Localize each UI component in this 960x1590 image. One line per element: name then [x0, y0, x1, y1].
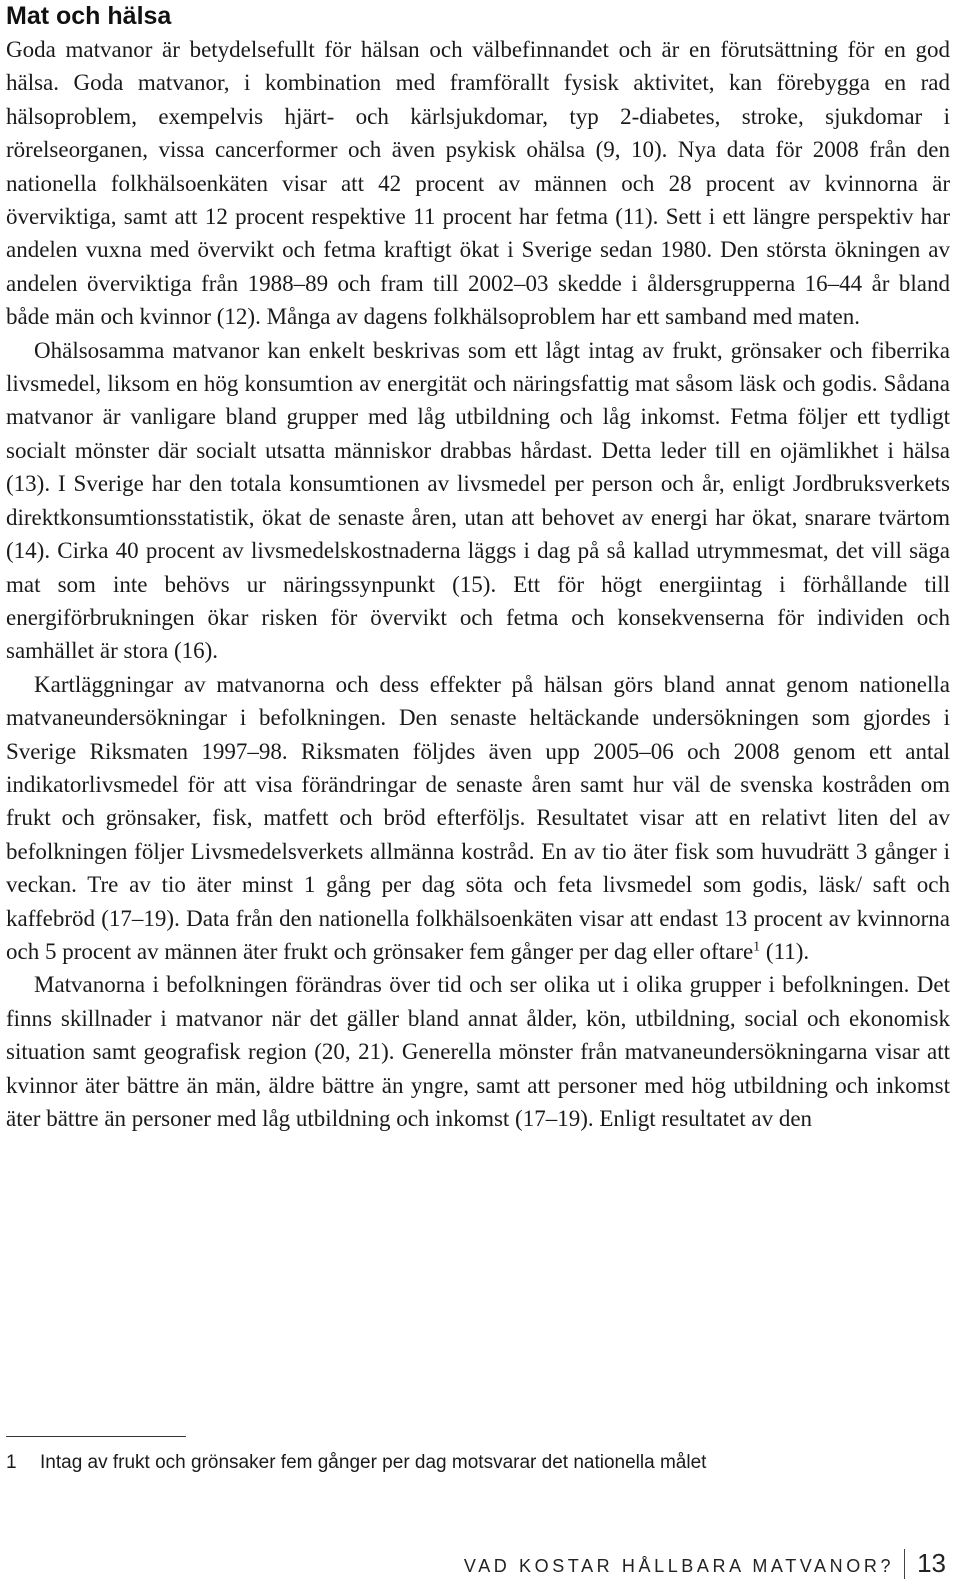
body-paragraph-3: [6, 668, 950, 969]
body-paragraph-3-tail: (11).: [760, 938, 810, 964]
page-number: 13: [917, 1548, 946, 1578]
running-footer: [464, 1548, 946, 1579]
running-footer-title: VAD KOSTAR HÅLLBARA MATVANOR?: [463, 1556, 895, 1576]
body-paragraph-1: Goda matvanor är betydelsefullt för hälsan och välbefinnandet och är en förutsättning för en god hälsa. Goda matvanor, i kombination med framförallt fysisk aktivitet, kan förebygga en rad hälsoproblem, exempelvis hjärt- och kärlsjukdomar, typ 2-diabetes, stroke, sjukdomar i rörelseorganen, vissa cancerformer och även psykisk ohälsa (9, 10). Nya data för 2008 från den nationella folkhälsoenkäten visar att 42 procent av männen och 28 procent av kvinnorna är överviktiga, samt att 12 procent respektive 11 procent har fetma (11). Sett i ett längre perspektiv har andelen vuxna med övervikt och fetma kraftigt ökat i Sverige sedan 1980. Den största ökningen av andelen överviktiga från 1988–89 och fram till 2002–03 skedde i åldersgrupperna 16–44 år bland både män och kvinnor (12). Många av dagens folkhälsoproblem har ett samband med maten.: [6, 37, 950, 330]
section-heading: Mat och hälsa: [6, 2, 172, 30]
page-content: [6, 0, 950, 1135]
body-paragraph-4: Matvanorna i befolkningen förändras över tid och ser olika ut i olika grupper i befolkningen. Det finns skillnader i matvanor när det gäller bland annat ålder, kön, utbildning, social och ekonomisk situation samt geografisk region (20, 21). Generella mönster från matvaneundersökningarna visar att kvinnor äter bättre än män, äldre bättre än yngre, samt att personer med hög utbildning och inkomst äter bättre än personer med låg utbildning och inkomst (17–19). Enligt resultatet av den: [6, 972, 950, 1131]
footnote-reference[interactable]: 1: [753, 939, 761, 955]
body-paragraph-2: Ohälsosamma matvanor kan enkelt beskrivas som ett lågt intag av frukt, grönsaker och fiberrika livsmedel, liksom en hög konsumtion av energität och näringsfattig mat såsom läsk och godis. Sådana matvanor är vanligare bland grupper med låg utbildning och låg inkomst. Fetma följer ett tydligt socialt mönster där socialt utsatta människor drabbas hårdast. Detta leder till en ojämlikhet i hälsa (13). I Sverige har den totala konsumtionen av livsmedel per person och år, enligt Jordbruksverkets direktkonsumtionsstatistik, ökat de senaste åren, utan att behovet av energi har ökat, snarare tvärtom (14). Cirka 40 procent av livsmedelskostnaderna läggs i dag på så kallad utrymmesmat, det vill säga mat som inte behövs ur näringssynpunkt (15). Ett för högt energiintag i förhållande till energiförbrukningen ökar risken för övervikt och fetma och konsekvenserna för individen och samhället är stora (16).: [6, 337, 950, 664]
footnote-number: 1: [6, 1452, 17, 1473]
footnote-text: Intag av frukt och grönsaker fem gånger per dag motsvarar det nationella målet: [40, 1452, 707, 1473]
body-paragraph-3-text: Kartläggningar av matvanorna och dess effekter på hälsan görs bland annat genom nationella matvaneundersökningar i befolkningen. Den senaste heltäckande undersökningen som gjordes i Sverige Riksmaten 1997–98. Riksmaten följdes även upp 2005–06 och 2008 genom ett antal indikatorlivsmedel för att visa förändringar de senaste åren samt hur väl de svenska kostråden om frukt och grönsaker, fisk, matfett och bröd efterföljs. Resultatet visar att en relativt liten del av befolkningen följer Livsmedelsverkets allmänna kostråd. En av tio äter fisk som huvudrätt 3 gånger i veckan. Tre av tio äter minst 1 gång per dag söta och feta livsmedel som godis, läsk/ saft och kaffebröd (17–19). Data från den nationella folkhälsoenkäten visar att endast 13 procent av kvinnorna och 5 procent av männen äter frukt och grönsaker fem gånger per dag eller oftare: [6, 671, 950, 964]
footnote-divider: [6, 1436, 186, 1437]
footer-separator: [904, 1549, 905, 1579]
footnote: [6, 1450, 946, 1476]
